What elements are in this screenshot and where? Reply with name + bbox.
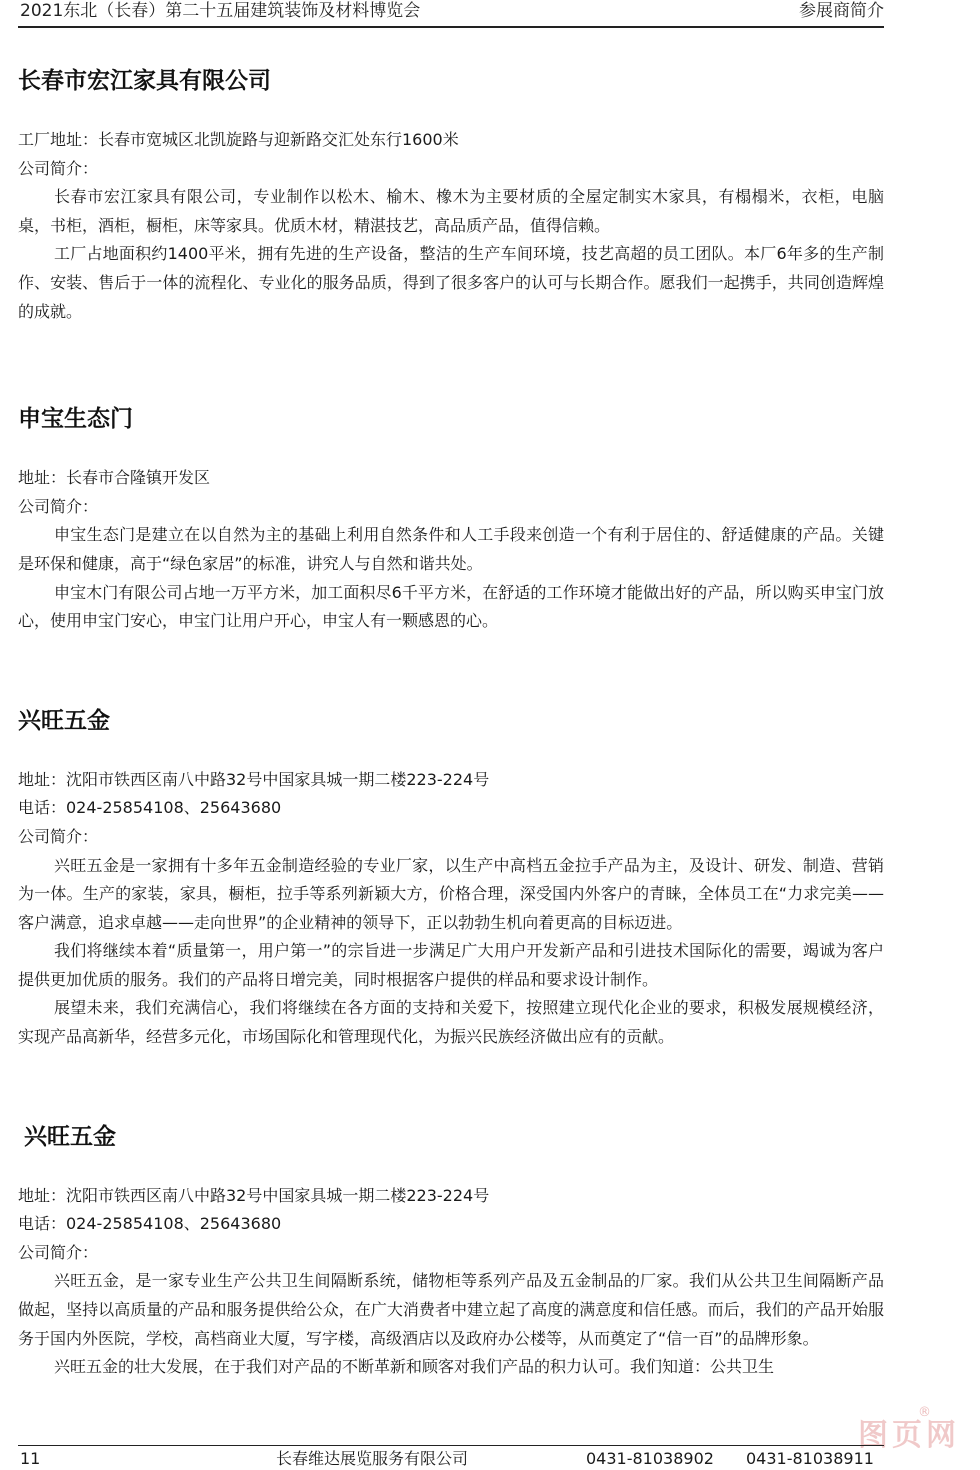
company-entry xyxy=(18,64,884,326)
company-address: 工厂地址：长春市宽城区北凯旋路与迎新路交汇处东行1600米 xyxy=(18,130,459,149)
page-header xyxy=(18,0,884,28)
company-address: 地址：长春市合隆镇开发区 xyxy=(18,468,211,488)
company-name: 申宝生态门 xyxy=(18,406,133,433)
page-content xyxy=(18,40,884,1382)
company-address: 地址：沈阳市铁西区南八中路32号中国家具城一期二楼223-224号 xyxy=(18,769,490,789)
footer-company: 长春维达展览服务有限公司 xyxy=(276,1449,469,1468)
company-intro-label: 公司简介： xyxy=(18,158,99,178)
page-number: 11 xyxy=(20,1449,41,1468)
watermark-logo: 图页网 xyxy=(858,1418,960,1453)
company-intro-label: 公司简介： xyxy=(18,826,99,846)
footer-phone-1: 0431-81038902 xyxy=(586,1449,714,1468)
company-paragraph: 我们将继续本着“质量第一，用户第一”的宗旨进一步满足广大用户开发新产品和引进技术国际化的需要，竭诚为客户提供更加优质的服务。我们的产品将日增完美，同时根据客户提供的样品和要求设计制作。 xyxy=(18,941,884,989)
company-paragraph: 工厂占地面积约1400平米，拥有先进的生产设备，整洁的生产车间环境，技艺高超的员工团队。本厂6年多的生产制作、安装、售后于一体的流程化、专业化的服务品质，得到了很多客户的认可与长期合作。愿我们一起携手，共同创造辉煌的成就。 xyxy=(18,244,884,321)
company-paragraph: 申宝生态门是建立在以自然为主的基础上利用自然条件和人工手段来创造一个有利于居住的、舒适健康的产品。关键是环保和健康，高于“绿色家居”的标准，讲究人与自然和谐共处。 xyxy=(18,525,884,573)
watermark-registered-mark: ® xyxy=(918,1405,931,1420)
company-name: 长春市宏江家具有限公司 xyxy=(18,68,271,94)
company-paragraph: 申宝木门有限公司占地一万平方米，加工面积尽6千平方米，在舒适的工作环境才能做出好的产品，所以购买申宝门放心，使用申宝门安心，申宝门让用户开心，申宝人有一颗感恩的心。 xyxy=(18,582,884,631)
company-name: 兴旺五金 xyxy=(18,707,110,734)
company-name: 兴旺五金 xyxy=(24,1123,116,1150)
company-phone: 电话：024-25854108、25643680 xyxy=(18,798,282,818)
company-intro-label: 公司简介： xyxy=(18,496,99,516)
footer-phone-2: 0431-81038911 xyxy=(746,1449,874,1468)
company-entry xyxy=(18,402,884,636)
page-footer xyxy=(18,1445,884,1470)
header-title: 2021东北（长春）第二十五届建筑装饰及材料博览会 xyxy=(20,1,421,21)
company-entry xyxy=(18,1120,884,1382)
company-paragraph: 展望未来，我们充满信心，我们将继续在各方面的支持和关爱下，按照建立现代化企业的要求，积极发展规模经济，实现产品高新华，经营多元化，市场国际化和管理现代化，为振兴民族经济做出应有的贡献。 xyxy=(18,998,884,1047)
company-paragraph: 兴旺五金，是一家专业生产公共卫生间隔断系统，储物柜等系列产品及五金制品的厂家。我们从公共卫生间隔断产品做起，坚持以高质量的产品和服务提供给公众，在广大消费者中建立起了高度的满意度和信任感。而后，我们的产品开始服务于国内外医院，学校，高档商业大厦，写字楼，高级酒店以及政府办公楼等，从而奠定了“信一百”的品牌形象。 xyxy=(18,1271,884,1348)
company-phone: 电话：024-25854108、25643680 xyxy=(18,1214,282,1234)
company-paragraph: 长春市宏江家具有限公司，专业制作以松木、榆木、橡木为主要材质的全屋定制实木家具，有榻榻米，衣柜，电脑桌，书柜，酒柜，橱柜，床等家具。优质木材，精湛技艺，高品质产品，值得信赖。 xyxy=(18,187,884,235)
company-paragraph: 兴旺五金是一家拥有十多年五金制造经验的专业厂家，以生产中高档五金拉手产品为主，及设计、研发、制造、营销为一体。生产的家装，家具，橱柜，拉手等系列新颖大方，价格合理，深受国内外客户的青睐，全体员工在“力求完美——客户满意，追求卓越——走向世界”的企业精神的领导下，正以勃勃生机向着更高的目标迈进。 xyxy=(18,855,884,932)
company-intro-label: 公司简介： xyxy=(18,1242,99,1262)
header-section: 参展商简介 xyxy=(799,1,884,21)
company-address: 地址：沈阳市铁西区南八中路32号中国家具城一期二楼223-224号 xyxy=(18,1185,490,1205)
company-paragraph: 兴旺五金的壮大发展，在于我们对产品的不断革新和顾客对我们产品的积力认可。我们知道：公共卫生 xyxy=(54,1357,775,1377)
company-entry xyxy=(18,704,884,1052)
